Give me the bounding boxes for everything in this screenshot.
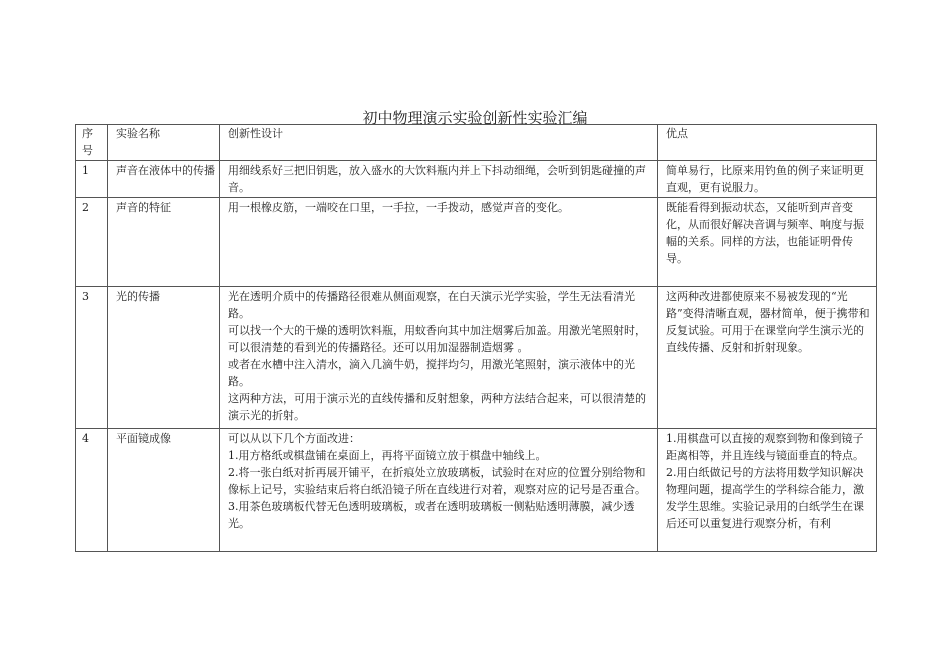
design-paragraph: 1.用方格纸或棋盘铺在桌面上，再将平面镜立放于棋盘中轴线上。 bbox=[228, 449, 547, 462]
row-design bbox=[220, 429, 658, 552]
design-paragraph: 可以从以下几个方面改进： bbox=[228, 432, 360, 445]
design-paragraph: 用一根橡皮筋，一端咬在口里，一手拉，一手拨动，感觉声音的变化。 bbox=[228, 201, 569, 214]
row-advantage bbox=[658, 287, 877, 429]
row-no: 4 bbox=[76, 429, 108, 552]
table-row bbox=[76, 198, 877, 287]
row-name: 声音在液体中的传播 bbox=[108, 161, 220, 198]
row-name: 平面镜成像 bbox=[108, 429, 220, 552]
row-advantage bbox=[658, 198, 877, 287]
table-header-row bbox=[76, 125, 877, 161]
design-paragraph: 3.用茶色玻璃板代替无色透明玻璃板，或者在透明玻璃板一侧粘贴透明薄膜，减少透光。 bbox=[228, 500, 635, 530]
design-paragraph: 或者在水槽中注入清水，滴入几滴牛奶，搅拌均匀，用激光笔照射，演示液体中的光路。 bbox=[228, 358, 635, 388]
header-no: 序号 bbox=[76, 125, 108, 161]
design-paragraph: 这两种方法，可用于演示光的直线传播和反射想象，两种方法结合起来，可以很清楚的演示光的折射。 bbox=[228, 392, 646, 422]
row-name: 声音的特征 bbox=[108, 198, 220, 287]
design-paragraph: 可以找一个大的干燥的透明饮料瓶，用蚊香向其中加注烟雾后加盖。用激光笔照射时，可以很清楚的看到光的传播路径。还可以用加湿器制造烟雾 。 bbox=[228, 324, 646, 354]
row-no: 2 bbox=[76, 198, 108, 287]
header-name: 实验名称 bbox=[108, 125, 220, 161]
experiment-table bbox=[75, 124, 877, 552]
row-design bbox=[220, 287, 658, 429]
row-design bbox=[220, 198, 658, 287]
row-name: 光的传播 bbox=[108, 287, 220, 429]
row-advantage bbox=[658, 429, 877, 552]
design-paragraph: 2.将一张白纸对折再展开铺平，在折痕处立放玻璃板，试验时在对应的位置分别给物和像标上记号，实验结束后将白纸沿镜子所在直线进行对着，观察对应的记号是否重合。 bbox=[228, 466, 646, 496]
row-no: 1 bbox=[76, 161, 108, 198]
row-no: 3 bbox=[76, 287, 108, 429]
row-advantage bbox=[658, 161, 877, 198]
header-advantage: 优点 bbox=[658, 125, 877, 161]
table-row bbox=[76, 287, 877, 429]
advantage-paragraph: 简单易行，比原来用钓鱼的例子来证明更直观，更有说服力。 bbox=[666, 164, 864, 194]
table-row bbox=[76, 429, 877, 552]
table-row bbox=[76, 161, 877, 198]
page-title: 初中物理演示实验创新性实验汇编 bbox=[362, 109, 588, 127]
header-design: 创新性设计 bbox=[220, 125, 658, 161]
row-design bbox=[220, 161, 658, 198]
advantage-paragraph: 1.用棋盘可以直接的观察到物和像到镜子距离相等，并且连线与镜面垂直的特点。 bbox=[666, 432, 864, 462]
advantage-paragraph: 2.用白纸做记号的方法将用数学知识解决物理问题，提高学生的学科综合能力，激发学生思维。实验记录用的白纸学生在课后还可以重复进行观察分析，有利 bbox=[666, 466, 864, 530]
advantage-paragraph: 既能看得到振动状态，又能听到声音变化，从而很好解决音调与频率、响度与振幅的关系。同样的方法，也能证明骨传导。 bbox=[666, 201, 864, 265]
design-paragraph: 用细线系好三把旧钥匙，放入盛水的大饮料瓶内并上下抖动细绳，会听到钥匙碰撞的声音。 bbox=[228, 164, 646, 194]
design-paragraph: 光在透明介质中的传播路径很难从侧面观察，在白天演示光学实验，学生无法看清光路。 bbox=[228, 290, 635, 320]
advantage-paragraph: 这两种改进都使原来不易被发现的“光路”变得清晰直观，器材简单，便于携带和反复试验。可用于在课堂向学生演示光的直线传播、反射和折射现象。 bbox=[666, 290, 870, 354]
